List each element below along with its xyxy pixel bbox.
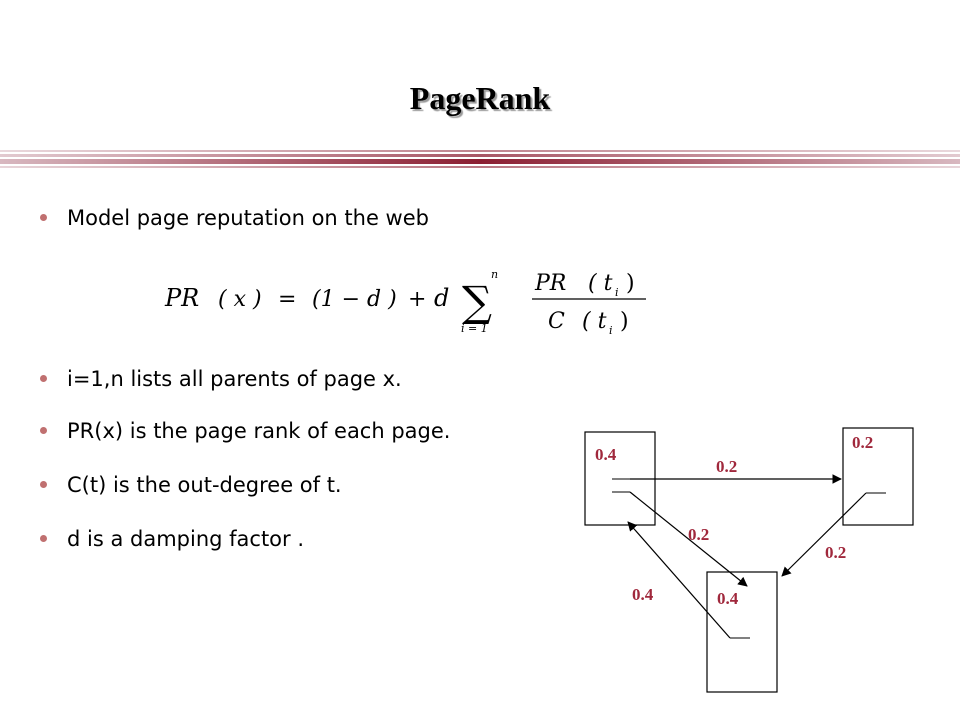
- formula-pr: PR: [165, 284, 200, 312]
- pagerank-formula: [160, 256, 660, 346]
- formula-d: d: [434, 284, 450, 312]
- formula-den-arg: ( t: [582, 309, 607, 334]
- formula-num-arg: ( t: [588, 271, 613, 296]
- bullet-text: d is a damping factor .: [67, 527, 305, 551]
- formula-sigma: ∑: [462, 277, 492, 326]
- bullet-item: [40, 367, 402, 391]
- formula-num-pr: PR: [535, 271, 567, 296]
- bullet-item: [40, 206, 429, 230]
- formula-num-sub: i: [615, 286, 619, 299]
- pagerank-diagram: [560, 410, 940, 710]
- formula-sum-lower: i = 1: [461, 322, 488, 335]
- bullet-dot: [40, 214, 47, 221]
- bullet-item: [40, 527, 304, 551]
- weight-left-to-right: 0.2: [716, 457, 738, 476]
- edge-right-to-bottom: [782, 493, 866, 576]
- bullet-dot: [40, 375, 47, 382]
- bullet-text: C(t) is the out-degree of t.: [67, 473, 342, 497]
- bullet-item: [40, 473, 342, 497]
- bullet-text: i=1,n lists all parents of page x.: [67, 367, 402, 391]
- rank-bottom: 0.4: [717, 589, 739, 608]
- slide-title: PageRank: [409, 80, 551, 116]
- formula-num-close: ): [626, 271, 635, 296]
- title-divider: [0, 150, 960, 172]
- bullet-text: Model page reputation on the web: [67, 206, 429, 230]
- formula-den-c: C: [548, 309, 565, 334]
- rank-left: 0.4: [595, 445, 617, 464]
- weight-right-to-bottom: 0.2: [825, 543, 847, 562]
- formula-equals: =: [278, 287, 297, 312]
- formula-den-sub: i: [609, 324, 613, 337]
- bullet-dot: [40, 535, 47, 542]
- formula-den-close: ): [620, 309, 629, 334]
- bullet-item: [40, 419, 450, 443]
- bullet-dot: [40, 481, 47, 488]
- formula-one-minus-d: (1 − d ): [312, 287, 397, 312]
- formula-sum-upper: n: [491, 268, 499, 281]
- bullet-dot: [40, 427, 47, 434]
- weight-left-to-bottom: 0.2: [688, 525, 710, 544]
- formula-arg-x: ( x ): [218, 287, 262, 312]
- bullet-text: PR(x) is the page rank of each page.: [67, 419, 451, 443]
- formula-plus: +: [408, 287, 427, 312]
- rank-right: 0.2: [852, 433, 874, 452]
- edge-bottom-to-left: [628, 522, 730, 638]
- weight-bottom-to-left: 0.4: [632, 585, 654, 604]
